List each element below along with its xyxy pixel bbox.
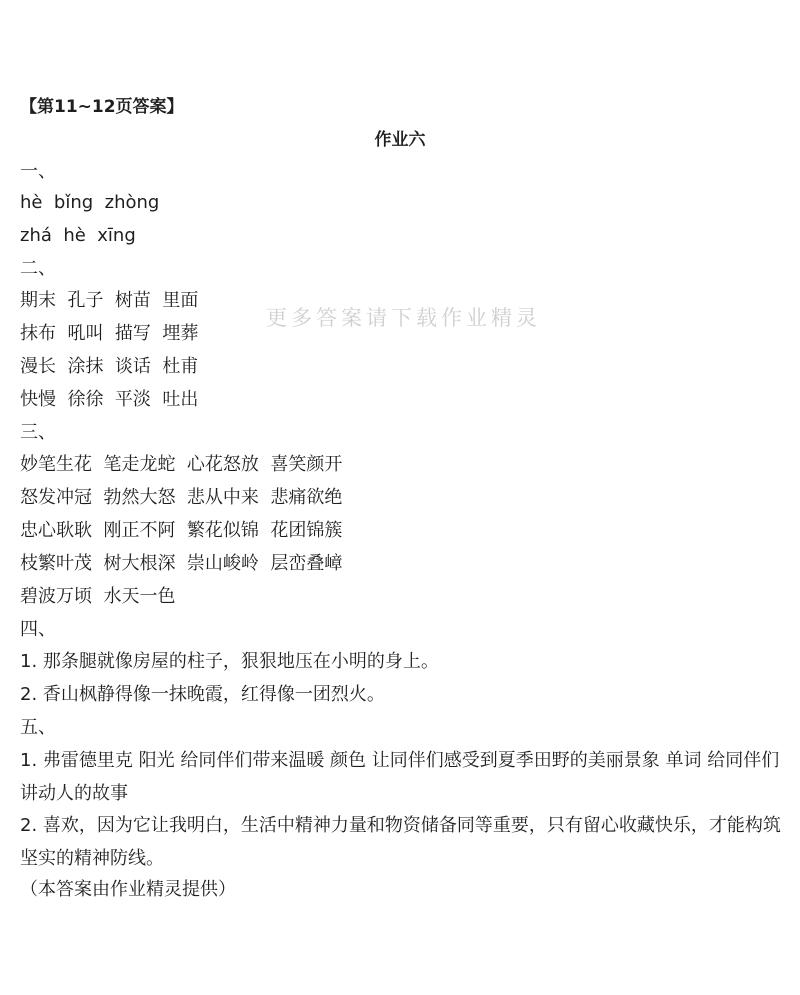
word-line-3: 漫长 涂抹 谈话 杜甫 xyxy=(20,356,199,377)
section-heading-5: 五、 xyxy=(20,717,56,738)
idiom-line-1: 妙笔生花 笔走龙蛇 心花怒放 喜笑颜开 xyxy=(20,454,343,475)
sentence-line-1: 1. 那条腿就像房屋的柱子，狠狠地压在小明的身上。 xyxy=(20,651,439,672)
word-line-4: 快慢 徐徐 平淡 吐出 xyxy=(20,389,199,410)
page-header: 【第11~12页答案】 xyxy=(20,97,184,117)
sentence-line-2: 2. 香山枫静得像一抹晚霞，红得像一团烈火。 xyxy=(20,684,385,705)
word-line-2: 抹布 吼叫 描写 埋葬 xyxy=(20,323,199,344)
page-title: 作业六 xyxy=(374,130,426,150)
idiom-line-4: 枝繁叶茂 树大根深 崇山峻岭 层峦叠嶂 xyxy=(20,553,343,574)
idiom-line-2: 怒发冲冠 勃然大怒 悲从中来 悲痛欲绝 xyxy=(20,487,343,508)
word-line-1: 期末 孔子 树苗 里面 xyxy=(20,290,199,311)
answer-item-1: 1. 弗雷德里克 阳光 给同伴们带来温暖 颜色 让同伴们感受到夏季田野的美丽景象 单词 给同伴们讲动人的故事 xyxy=(20,750,780,804)
pinyin-line-1: hè bǐng zhòng xyxy=(20,192,160,213)
footer-note: （本答案由作业精灵提供） xyxy=(20,879,236,900)
section-heading-4: 四、 xyxy=(20,619,56,640)
section-heading-2: 二、 xyxy=(20,258,56,279)
section-heading-1: 一、 xyxy=(20,161,56,182)
section-heading-3: 三、 xyxy=(20,422,56,443)
watermark-text: 更多答案请下载作业精灵 xyxy=(266,306,541,330)
answer-item-2: 2. 喜欢，因为它让我明白，生活中精神力量和物资储备同等重要，只有留心收藏快乐，才能构筑坚实的精神防线。 xyxy=(20,815,781,869)
pinyin-line-2: zhá hè xīng xyxy=(20,225,136,246)
idiom-line-5: 碧波万顷 水天一色 xyxy=(20,586,176,607)
idiom-line-3: 忠心耿耿 刚正不阿 繁花似锦 花团锦簇 xyxy=(20,520,343,541)
